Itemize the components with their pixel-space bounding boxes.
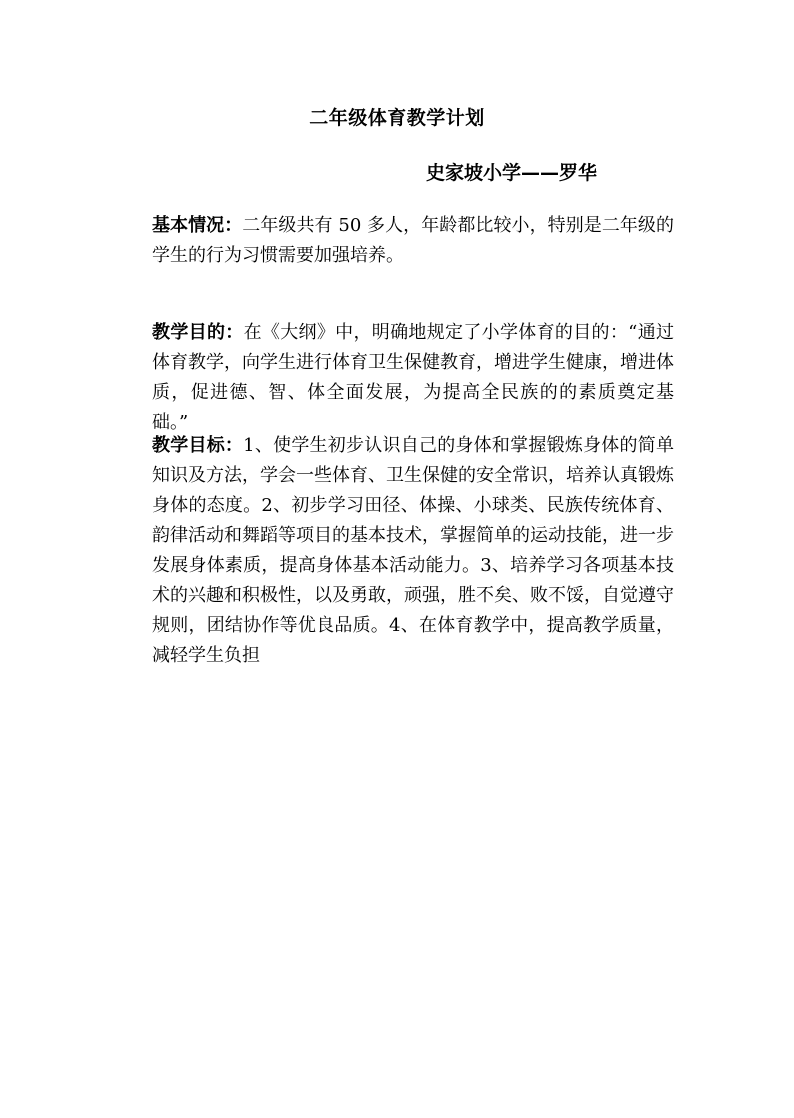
author-line: 史家坡小学——罗华: [426, 162, 598, 184]
section-teaching-goals: [152, 431, 674, 671]
section-label: 教学目的：: [152, 322, 244, 343]
section-teaching-purpose: [152, 318, 674, 438]
section-basic-situation: [152, 211, 674, 271]
section-text: 二年级共有 50 多人，年龄都比较小，特别是二年级的学生的行为习惯需要加强培养。: [152, 215, 674, 266]
section-label: 教学目标：: [152, 435, 244, 456]
document-title: 二年级体育教学计划: [309, 107, 485, 129]
section-label: 基本情况：: [152, 215, 243, 236]
section-text: 1、使学生初步认识自己的身体和掌握锻炼身体的简单知识及方法，学会一些体育、卫生保健的安全常识，培养认真锻炼身体的态度。2、初步学习田径、体操、小球类、民族传统体育、韵律活动和舞蹈等项目的基本技术，掌握简单的运动技能，进一步发展身体素质，提高身体基本活动能力。3、培养学习各项基本技术的兴趣和积极性，以及勇敢，顽强，胜不矣、败不馁，自觉遵守规则，团结协作等优良品质。4、在体育教学中，提高教学质量，减轻学生负担: [152, 435, 674, 666]
section-text: 在《大纲》中，明确地规定了小学体育的目的：“通过体育教学，向学生进行体育卫生保健教育，增进学生健康，增进体质，促进德、智、体全面发展，为提高全民族的的素质奠定基础。”: [152, 322, 675, 433]
